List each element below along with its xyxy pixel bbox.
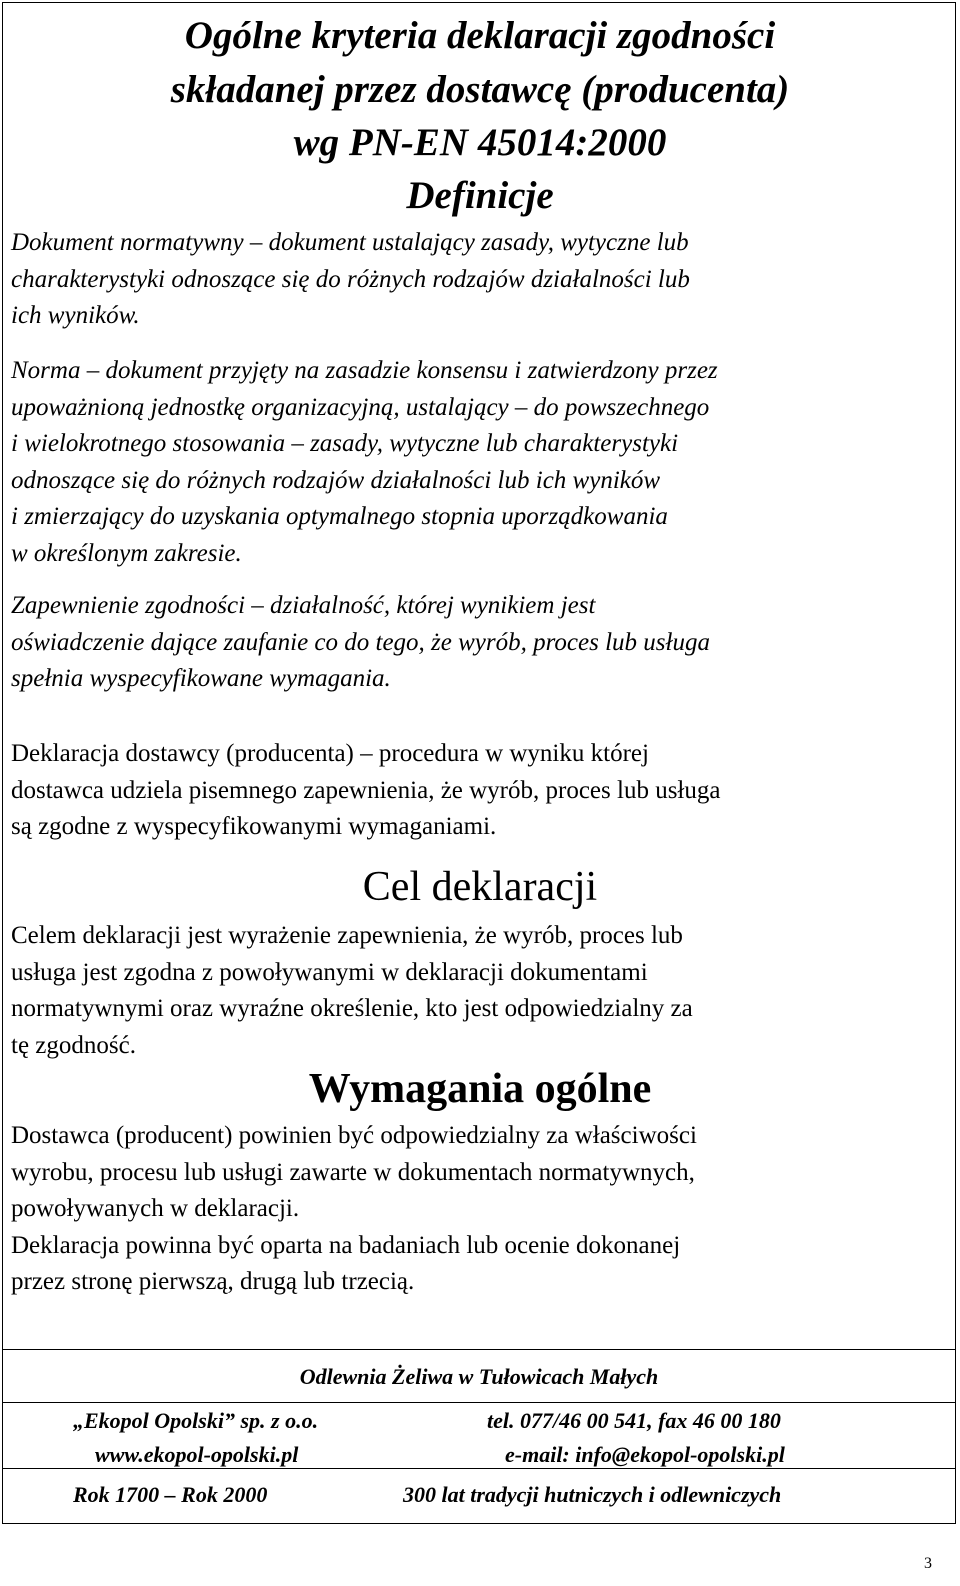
text-line: ich wyników.: [11, 302, 140, 329]
heading-wymagania-ogolne: Wymagania ogólne: [308, 1066, 652, 1112]
definition-zapewnienie: [11, 588, 951, 698]
title-line-2: składanej przez dostawcę (producenta): [170, 68, 790, 111]
heading-definicje: Definicje: [406, 174, 554, 217]
definition-dokument: [11, 225, 951, 335]
text-line: w określonym zakresie.: [11, 539, 242, 567]
text-line: powoływanych w deklaracji.: [11, 1195, 300, 1222]
page-frame: [2, 2, 956, 1524]
text-line: Zapewnienie zgodności – działalność, której wynikiem jest: [11, 592, 596, 619]
title-line-1: Ogólne kryteria deklaracji zgodności: [184, 14, 776, 57]
page-number: 3: [924, 1555, 932, 1572]
text-line: oświadczenie dające zaufanie co do tego, że wyrób, proces lub usługa: [11, 628, 710, 656]
footer-years: Rok 1700 – Rok 2000: [73, 1482, 268, 1507]
text-line: odnoszące się do różnych rodzajów działalności lub ich wyników: [11, 466, 661, 494]
footer-divider: [3, 1468, 955, 1469]
footer-website: www.ekopol-opolski.pl: [95, 1442, 299, 1467]
footer-email: e-mail: info@ekopol-opolski.pl: [505, 1442, 785, 1467]
text-line: upoważnioną jednostkę organizacyjną, ustalający – do powszechnego: [11, 393, 710, 421]
text-line: Deklaracja dostawcy (producenta) – procedura w wyniku której: [11, 740, 649, 767]
text-line: i wielokrotnego stosowania – zasady, wytyczne lub charakterystyki: [11, 430, 679, 457]
text-line: normatywnymi oraz wyraźne określenie, kto jest odpowiedzialny za: [11, 995, 693, 1022]
title-line-3: wg PN-EN 45014:2000: [293, 121, 667, 164]
footer-divider: [3, 1402, 955, 1403]
paragraph-wymagania: [11, 1118, 951, 1301]
text-line: tę zgodność.: [11, 1031, 136, 1059]
definition-norma: [11, 353, 951, 572]
text-line: są zgodne z wyspecyfikowanymi wymaganiami.: [11, 813, 497, 840]
text-line: usługa jest zgodna z powoływanymi w deklaracji dokumentami: [11, 958, 648, 986]
text-line: charakterystyki odnoszące się do różnych rodzajów działalności lub: [11, 265, 690, 293]
footer-phone-fax: tel. 077/46 00 541, fax 46 00 180: [487, 1408, 781, 1433]
text-line: dostawca udziela pisemnego zapewnienia, że wyrób, proces lub usługa: [11, 776, 721, 804]
paragraph-cel: [11, 918, 951, 1064]
footer-tradition: 300 lat tradycji hutniczych i odlewniczych: [403, 1482, 782, 1507]
text-line: wyrobu, procesu lub usługi zawarte w dokumentach normatywnych,: [11, 1158, 695, 1186]
text-line: Celem deklaracji jest wyrażenie zapewnienia, że wyrób, proces lub: [11, 922, 683, 949]
main-content: [3, 3, 957, 1349]
text-line: Dostawca (producent) powinien być odpowiedzialny za właściwości: [11, 1122, 697, 1149]
text-line: Dokument normatywny – dokument ustalający zasady, wytyczne lub: [11, 229, 689, 256]
text-line: i zmierzający do uzyskania optymalnego stopnia uporządkowania: [11, 503, 668, 530]
text-line: przez stronę pierwszą, drugą lub trzecią.: [11, 1268, 415, 1295]
footer: [3, 1349, 955, 1524]
footer-company: Odlewnia Żeliwa w Tułowicach Małych: [299, 1364, 659, 1389]
footer-company-name: „Ekopol Opolski” sp. z o.o.: [73, 1408, 319, 1433]
heading-cel-deklaracji: Cel deklaracji: [362, 864, 598, 910]
text-line: Norma – dokument przyjęty na zasadzie konsensu i zatwierdzony przez: [11, 357, 718, 384]
text-line: spełnia wyspecyfikowane wymagania.: [11, 665, 391, 692]
text-line: Deklaracja powinna być oparta na badaniach lub ocenie dokonanej: [11, 1231, 681, 1259]
definition-deklaracja: [11, 736, 951, 846]
